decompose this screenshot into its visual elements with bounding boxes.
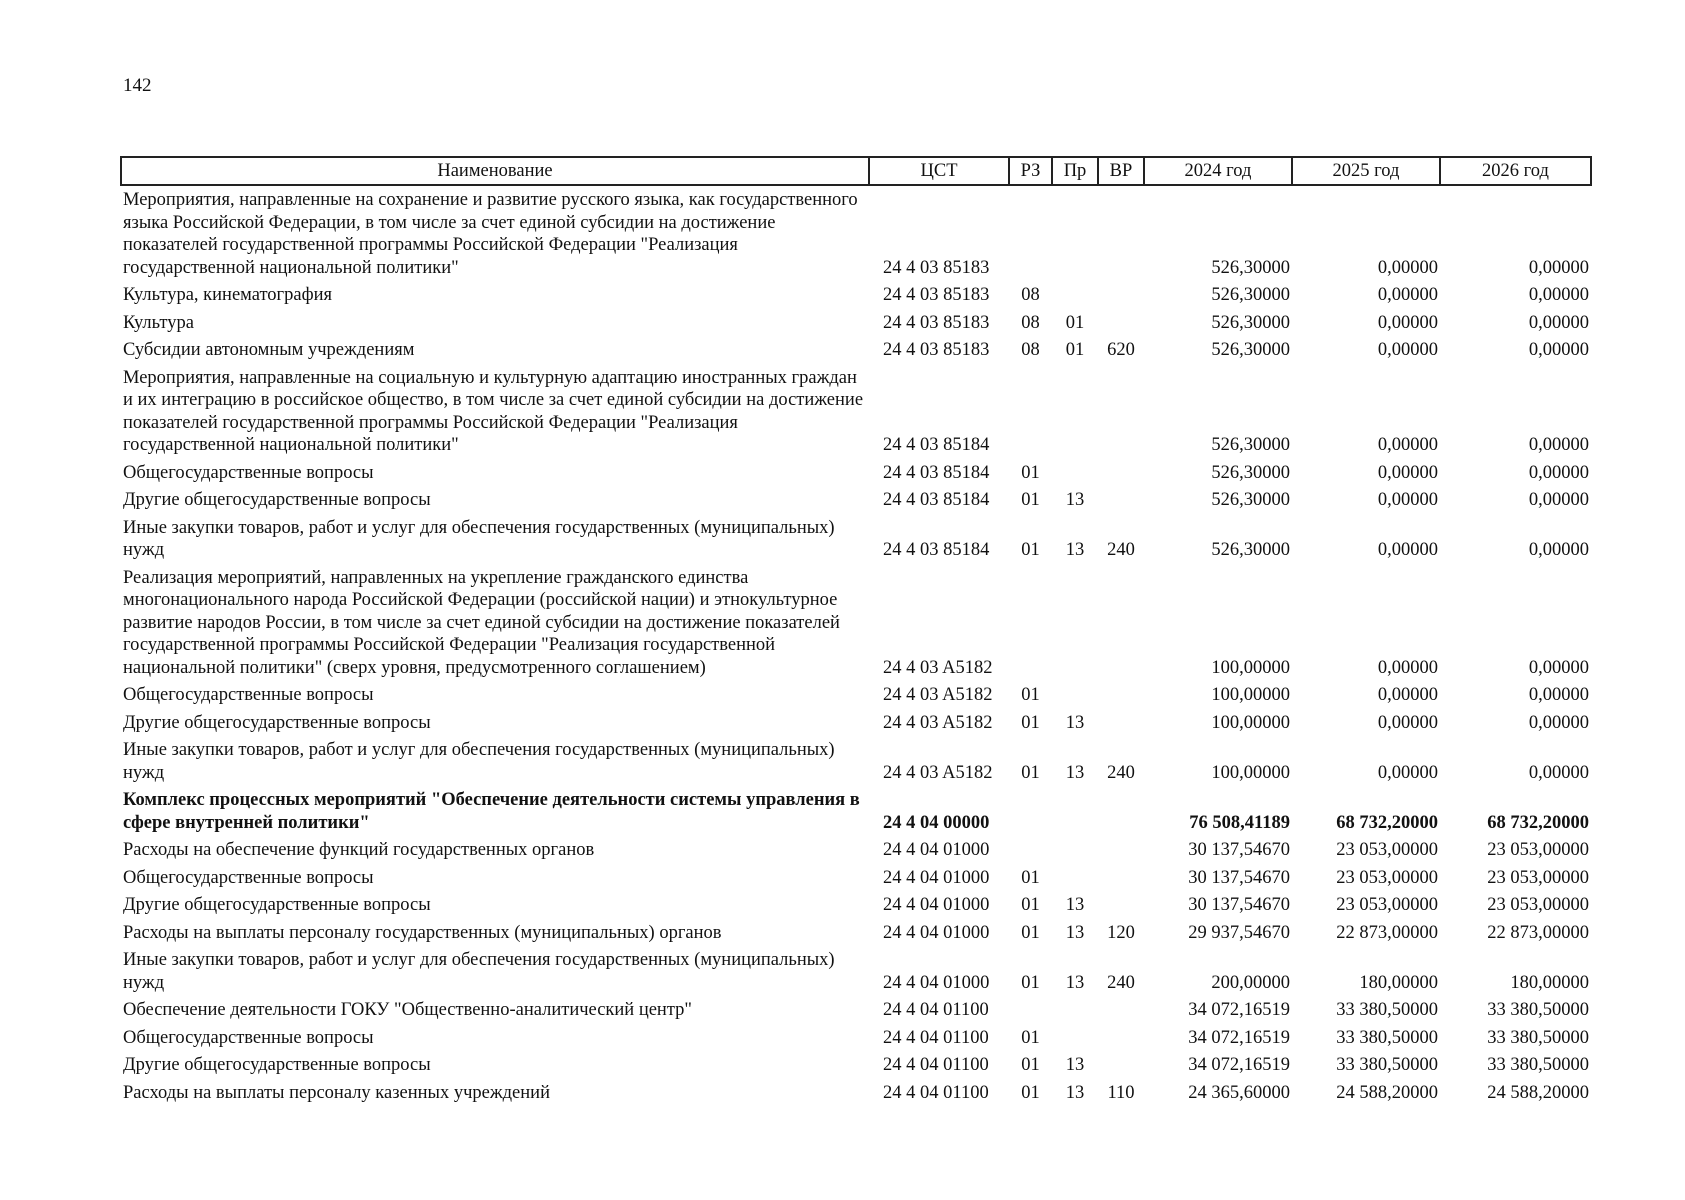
table-row	[121, 564, 1591, 682]
cell-name: Иные закупки товаров, работ и услуг для обеспечения государственных (муниципальных) нужд	[123, 740, 835, 783]
cell-2024: 29 937,54670	[1188, 922, 1290, 943]
cell-name: Культура	[123, 312, 194, 333]
table-row	[121, 514, 1591, 564]
cell-rz: 01	[1021, 895, 1040, 915]
cell-name: Расходы на выплаты персоналу государственных (муниципальных) органов	[123, 922, 722, 943]
cell-cst: 24 4 03 85183	[883, 285, 990, 305]
cell-cst: 24 4 04 01000	[883, 972, 990, 993]
cell-rz: 01	[1021, 712, 1040, 733]
cell-2024: 34 072,16519	[1188, 1027, 1290, 1048]
cell-vr: 240	[1107, 540, 1135, 560]
cell-name: Общегосударственные вопросы	[123, 685, 374, 705]
cell-name: Расходы на выплаты персоналу казенных учреждений	[123, 1082, 550, 1103]
table-row	[121, 736, 1591, 786]
cell-2024: 30 137,54670	[1188, 895, 1290, 915]
cell-vr: 620	[1107, 340, 1135, 360]
cell-cst: 24 4 03 A5182	[883, 762, 993, 783]
cell-vr	[1098, 459, 1144, 487]
table-row	[121, 336, 1591, 364]
cell-vr: 240	[1107, 762, 1135, 783]
cell-vr: 120	[1107, 922, 1135, 943]
cell-2025: 0,00000	[1377, 285, 1438, 305]
cell-2025: 0,00000	[1377, 340, 1438, 360]
cell-rz	[1009, 564, 1052, 682]
cell-name: Обеспечение деятельности ГОКУ "Общественно-аналитический центр"	[123, 1000, 692, 1020]
table-row	[121, 919, 1591, 947]
cell-2024: 30 137,54670	[1188, 867, 1290, 888]
cell-name: Общегосударственные вопросы	[123, 867, 374, 888]
cell-2025: 0,00000	[1377, 435, 1438, 455]
cell-rz: 01	[1021, 1055, 1040, 1075]
cell-2024: 100,00000	[1211, 712, 1290, 733]
cell-2026: 0,00000	[1528, 540, 1589, 560]
cell-cst: 24 4 04 01100	[883, 1027, 989, 1048]
cell-cst: 24 4 04 00000	[883, 812, 990, 833]
cell-cst: 24 4 04 01000	[883, 867, 990, 888]
table-row	[121, 459, 1591, 487]
cell-2024: 526,30000	[1211, 435, 1290, 455]
cell-rz	[1009, 185, 1052, 281]
cell-pr	[1052, 836, 1098, 864]
cell-2025: 24 588,20000	[1336, 1082, 1438, 1103]
header-cst: ЦСТ	[869, 157, 1009, 185]
cell-cst: 24 4 04 01000	[883, 922, 990, 943]
cell-2025: 0,00000	[1377, 685, 1438, 705]
cell-2026: 0,00000	[1528, 762, 1589, 783]
cell-2026: 0,00000	[1528, 257, 1589, 278]
cell-name: Другие общегосударственные вопросы	[123, 1055, 431, 1075]
cell-2025: 0,00000	[1377, 257, 1438, 278]
cell-vr	[1098, 709, 1144, 737]
table-row	[121, 786, 1591, 836]
cell-vr	[1098, 681, 1144, 709]
cell-cst: 24 4 04 01000	[883, 840, 990, 860]
cell-2026: 0,00000	[1528, 340, 1589, 360]
cell-vr	[1098, 786, 1144, 836]
cell-2025: 0,00000	[1377, 490, 1438, 510]
cell-cst: 24 4 03 85184	[883, 435, 990, 455]
cell-vr	[1098, 836, 1144, 864]
cell-2025: 23 053,00000	[1336, 840, 1438, 860]
cell-cst: 24 4 03 A5182	[883, 712, 993, 733]
table-row	[121, 486, 1591, 514]
cell-2026: 0,00000	[1528, 462, 1589, 483]
cell-cst: 24 4 03 A5182	[883, 685, 993, 705]
cell-2026: 24 588,20000	[1487, 1082, 1589, 1103]
table-row	[121, 1051, 1591, 1079]
cell-vr	[1098, 185, 1144, 281]
header-rz: РЗ	[1009, 157, 1052, 185]
cell-2024: 100,00000	[1211, 657, 1290, 678]
cell-2026: 33 380,50000	[1487, 1055, 1589, 1075]
table-row	[121, 709, 1591, 737]
cell-pr	[1052, 564, 1098, 682]
cell-2026: 23 053,00000	[1487, 867, 1589, 888]
cell-2024: 34 072,16519	[1188, 1000, 1290, 1020]
cell-2024: 526,30000	[1211, 257, 1290, 278]
cell-rz	[1009, 836, 1052, 864]
cell-pr: 13	[1065, 540, 1085, 560]
cell-pr: 13	[1065, 1055, 1085, 1075]
cell-vr	[1098, 281, 1144, 309]
cell-vr: 110	[1107, 1082, 1135, 1103]
cell-2025: 23 053,00000	[1336, 895, 1438, 915]
cell-2024: 76 508,41189	[1189, 812, 1290, 833]
table-row	[121, 364, 1591, 459]
cell-cst: 24 4 03 85183	[883, 257, 990, 278]
cell-2026: 0,00000	[1528, 285, 1589, 305]
cell-2024: 30 137,54670	[1188, 840, 1290, 860]
header-name: Наименование	[121, 157, 869, 185]
cell-cst: 24 4 03 85183	[883, 340, 990, 360]
cell-cst: 24 4 03 A5182	[883, 657, 993, 678]
cell-2024: 526,30000	[1211, 312, 1290, 333]
cell-2024: 526,30000	[1211, 285, 1290, 305]
cell-2024: 200,00000	[1211, 972, 1290, 993]
cell-pr	[1052, 459, 1098, 487]
table-row	[121, 309, 1591, 337]
header-2024: 2024 год	[1144, 157, 1292, 185]
table-row	[121, 864, 1591, 892]
cell-vr: 240	[1107, 972, 1135, 993]
cell-2025: 0,00000	[1377, 762, 1438, 783]
cell-2025: 0,00000	[1377, 657, 1438, 678]
cell-2025: 0,00000	[1377, 462, 1438, 483]
cell-rz: 01	[1021, 1027, 1040, 1048]
cell-vr	[1098, 891, 1144, 919]
table-row	[121, 996, 1591, 1024]
cell-rz: 08	[1021, 285, 1040, 305]
cell-cst: 24 4 03 85183	[883, 312, 990, 333]
cell-rz: 01	[1021, 490, 1040, 510]
cell-2026: 68 732,20000	[1487, 812, 1589, 833]
cell-name: Общегосударственные вопросы	[123, 462, 374, 483]
cell-vr	[1098, 1024, 1144, 1052]
cell-2025: 33 380,50000	[1336, 1055, 1438, 1075]
cell-pr: 13	[1065, 1082, 1085, 1103]
cell-pr	[1052, 1024, 1098, 1052]
cell-rz	[1009, 996, 1052, 1024]
cell-pr: 13	[1065, 762, 1085, 783]
cell-2026: 33 380,50000	[1487, 1000, 1589, 1020]
cell-2026: 22 873,00000	[1487, 922, 1589, 943]
cell-rz: 01	[1021, 867, 1040, 888]
cell-rz: 01	[1021, 685, 1040, 705]
cell-name: Комплекс процессных мероприятий "Обеспечение деятельности системы управления в сфере внутренней политики"	[123, 790, 860, 833]
cell-pr: 13	[1065, 972, 1085, 993]
cell-pr: 01	[1065, 340, 1085, 360]
cell-2026: 0,00000	[1528, 685, 1589, 705]
cell-name: Другие общегосударственные вопросы	[123, 490, 431, 510]
table-body	[121, 185, 1591, 1106]
cell-2024: 34 072,16519	[1188, 1055, 1290, 1075]
header-2026: 2026 год	[1440, 157, 1591, 185]
page-number: 142	[123, 75, 152, 96]
cell-pr: 13	[1065, 895, 1085, 915]
cell-rz: 01	[1021, 1082, 1040, 1103]
cell-name: Расходы на обеспечение функций государственных органов	[123, 840, 595, 860]
table-row	[121, 836, 1591, 864]
table-row	[121, 946, 1591, 996]
cell-2025: 22 873,00000	[1336, 922, 1438, 943]
cell-rz: 08	[1021, 312, 1040, 333]
cell-pr	[1052, 786, 1098, 836]
cell-2026: 0,00000	[1528, 435, 1589, 455]
cell-2025: 0,00000	[1377, 712, 1438, 733]
cell-pr	[1052, 185, 1098, 281]
table-row	[121, 1079, 1591, 1107]
cell-2025: 180,00000	[1359, 972, 1438, 993]
cell-name: Культура, кинематография	[123, 285, 333, 305]
cell-name: Другие общегосударственные вопросы	[123, 895, 431, 915]
header-vr: ВР	[1098, 157, 1144, 185]
cell-rz: 01	[1021, 922, 1040, 943]
cell-cst: 24 4 04 01000	[883, 895, 990, 915]
budget-table	[120, 156, 1592, 1106]
cell-vr	[1098, 996, 1144, 1024]
cell-2026: 23 053,00000	[1487, 840, 1589, 860]
header-2025: 2025 год	[1292, 157, 1440, 185]
cell-rz	[1009, 786, 1052, 836]
cell-name: Другие общегосударственные вопросы	[123, 712, 431, 733]
table-row	[121, 681, 1591, 709]
cell-vr	[1098, 864, 1144, 892]
cell-pr: 01	[1065, 312, 1085, 333]
cell-cst: 24 4 04 01100	[883, 1000, 989, 1020]
cell-2025: 33 380,50000	[1336, 1000, 1438, 1020]
cell-rz: 08	[1021, 340, 1040, 360]
table-header-row	[121, 157, 1591, 185]
cell-cst: 24 4 03 85184	[883, 462, 990, 483]
cell-pr: 13	[1065, 490, 1085, 510]
cell-name: Общегосударственные вопросы	[123, 1027, 374, 1048]
cell-rz: 01	[1021, 462, 1040, 483]
cell-name: Иные закупки товаров, работ и услуг для обеспечения государственных (муниципальных) нужд	[123, 517, 835, 560]
cell-name: Реализация мероприятий, направленных на укрепление гражданского единства многонационального народа Российской Федерации (российской нации) и этнокультурное развитие народов России, в том числе за счет единой субсидии на достижение показателей государственной программы Российской Федерации "Реализация государственной национальной политики" (сверх уровня, предусмотренного соглашением)	[123, 567, 840, 678]
table-row	[121, 281, 1591, 309]
cell-vr	[1098, 364, 1144, 459]
cell-2024: 100,00000	[1211, 685, 1290, 705]
cell-rz	[1009, 364, 1052, 459]
cell-rz: 01	[1021, 540, 1040, 560]
table-row	[121, 185, 1591, 281]
cell-cst: 24 4 03 85184	[883, 540, 990, 560]
cell-2026: 0,00000	[1528, 312, 1589, 333]
cell-2024: 526,30000	[1211, 540, 1290, 560]
cell-vr	[1098, 309, 1144, 337]
cell-pr	[1052, 681, 1098, 709]
cell-cst: 24 4 04 01100	[883, 1082, 989, 1103]
cell-2026: 33 380,50000	[1487, 1027, 1589, 1048]
cell-2026: 0,00000	[1528, 712, 1589, 733]
cell-name: Иные закупки товаров, работ и услуг для обеспечения государственных (муниципальных) нужд	[123, 950, 835, 993]
cell-2025: 68 732,20000	[1336, 812, 1438, 833]
cell-pr	[1052, 996, 1098, 1024]
table-row	[121, 1024, 1591, 1052]
cell-pr	[1052, 864, 1098, 892]
cell-pr	[1052, 364, 1098, 459]
cell-pr: 13	[1065, 922, 1085, 943]
cell-2026: 0,00000	[1528, 657, 1589, 678]
cell-pr	[1052, 281, 1098, 309]
cell-vr	[1098, 486, 1144, 514]
cell-pr: 13	[1065, 712, 1085, 733]
cell-rz: 01	[1021, 762, 1040, 783]
cell-2024: 24 365,60000	[1188, 1082, 1290, 1103]
table-row	[121, 891, 1591, 919]
cell-vr	[1098, 564, 1144, 682]
header-pr: Пр	[1052, 157, 1098, 185]
cell-2025: 0,00000	[1377, 540, 1438, 560]
cell-cst: 24 4 03 85184	[883, 490, 990, 510]
cell-2024: 526,30000	[1211, 490, 1290, 510]
cell-2026: 0,00000	[1528, 490, 1589, 510]
cell-rz: 01	[1021, 972, 1040, 993]
cell-2026: 180,00000	[1510, 972, 1589, 993]
cell-vr	[1098, 1051, 1144, 1079]
cell-2025: 23 053,00000	[1336, 867, 1438, 888]
cell-cst: 24 4 04 01100	[883, 1055, 989, 1075]
cell-2024: 100,00000	[1211, 762, 1290, 783]
cell-name: Мероприятия, направленные на социальную и культурную адаптацию иностранных граждан и их интеграцию в российское общество, в том числе за счет единой субсидии на достижение показателей государственной программы Российской Федерации "Реализация государственной национальной политики"	[123, 367, 864, 455]
cell-2025: 33 380,50000	[1336, 1027, 1438, 1048]
cell-2025: 0,00000	[1377, 312, 1438, 333]
cell-2024: 526,30000	[1211, 462, 1290, 483]
cell-2026: 23 053,00000	[1487, 895, 1589, 915]
cell-2024: 526,30000	[1211, 340, 1290, 360]
cell-name: Субсидии автономным учреждениям	[123, 340, 415, 360]
cell-name: Мероприятия, направленные на сохранение и развитие русского языка, как государственного языка Российской Федерации, в том числе за счет единой субсидии на достижение показателей государственной программы Российской Федерации "Реализация государственной национальной политики"	[123, 190, 858, 278]
